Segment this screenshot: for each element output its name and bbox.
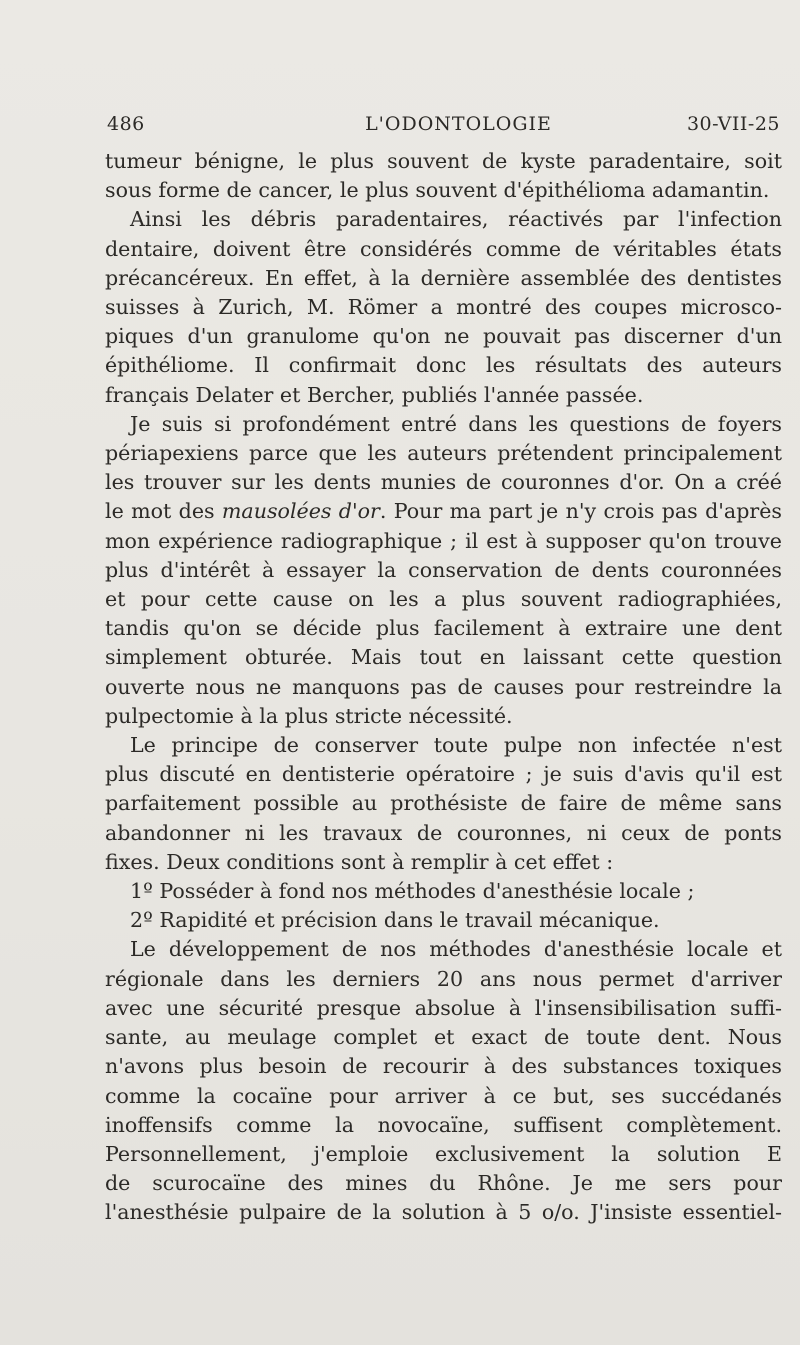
text-line: dentaire, doivent être considérés comme de véritables états [105,236,782,261]
text-line: précancéreux. En effet, à la dernière assemblée des dentistes [105,265,782,290]
text-line: tumeur bénigne, le plus souvent de kyste paradentaire, soit [105,149,782,173]
text-line: parfaitement possible au prothésiste de faire de même sans [105,791,782,816]
text-line: Ainsi les débris paradentaires, réactivés par l'infection [130,207,782,232]
text-line: mon expérience radiographique ; il est à supposer qu'on trouve [105,528,782,553]
text-line: plus d'intérêt à essayer la conservation de dents couronnées [105,557,782,582]
italic-term: mausolées d'or [221,499,380,524]
text-line: ouverte nous ne manquons pas de causes pour restreindre la [105,674,782,699]
text-line: n'avons plus besoin de recourir à des substances toxiques [105,1054,782,1079]
text-line: sous forme de cancer, le plus souvent d'épithélioma adamantin. [105,178,770,203]
text-line: périapexiens parce que les auteurs prétendent principalement [105,441,782,466]
text-line: régionale dans les derniers 20 ans nous permet d'arriver [105,966,782,991]
text-line: Le principe de conserver toute pulpe non infectée n'est [130,733,782,758]
text-line: Je suis si profondément entré dans les questions de foyers [130,411,782,436]
text-line: avec une sécurité presque absolue à l'insensibilisation suffi- [105,995,782,1020]
list-item: 1º Posséder à fond nos méthodes d'anesthésie locale ; [130,879,695,904]
text-line: abandonner ni les travaux de couronnes, ni ceux de ponts [105,820,782,845]
text-line: inoffensifs comme la novocaïne, suffisent complètement. [105,1112,782,1137]
text-line: fixes. Deux conditions sont à remplir à cet effet : [105,849,614,874]
text-line: suisses à Zurich, M. Römer a montré des coupes microsco- [105,295,782,320]
text-line: de scurocaïne des mines du Rhône. Je me sers pour [105,1171,782,1196]
text-line: français Delater et Bercher, publiés l'année passée. [105,382,644,407]
issue-date: 30-VII-25 [686,113,780,135]
text-line: simplement obturée. Mais tout en laissant cette question [105,645,782,670]
text-line: et pour cette cause on les a plus souvent radiographiées, [105,587,782,612]
text-line: épithéliome. Il confirmait donc les résultats des auteurs [105,353,782,378]
text-line: les trouver sur les dents munies de couronnes d'or. On a créé [105,470,782,495]
text-line: pulpectomie à la plus stricte nécessité. [105,703,513,728]
text-segment: . Pour ma part je n'y crois pas d'après [379,499,782,524]
running-header [107,113,780,143]
text-line: tandis qu'on se décide plus facilement à extraire une dent [105,616,782,641]
page-number: 486 [107,113,145,135]
list-item: 2º Rapidité et précision dans le travail mécanique. [130,908,660,933]
journal-title: L'ODONTOLOGIE [365,113,552,135]
text-line: Le développement de nos méthodes d'anesthésie locale et [130,937,782,962]
text-segment: le mot des [105,499,222,524]
text-line: piques d'un granulome qu'on ne pouvait pas discerner d'un [105,324,782,349]
text-line: sante, au meulage complet et exact de toute dent. Nous [105,1025,782,1050]
text-line [105,497,782,526]
body-text [105,147,782,1228]
text-line: comme la cocaïne pour arriver à ce but, ses succédanés [105,1083,782,1108]
text-line: plus discuté en dentisterie opératoire ; je suis d'avis qu'il est [105,762,782,787]
text-line: l'anesthésie pulpaire de la solution à 5 o/o. J'insiste essentiel- [105,1200,782,1225]
text-line: Personnellement, j'emploie exclusivement la solution E [105,1141,782,1166]
